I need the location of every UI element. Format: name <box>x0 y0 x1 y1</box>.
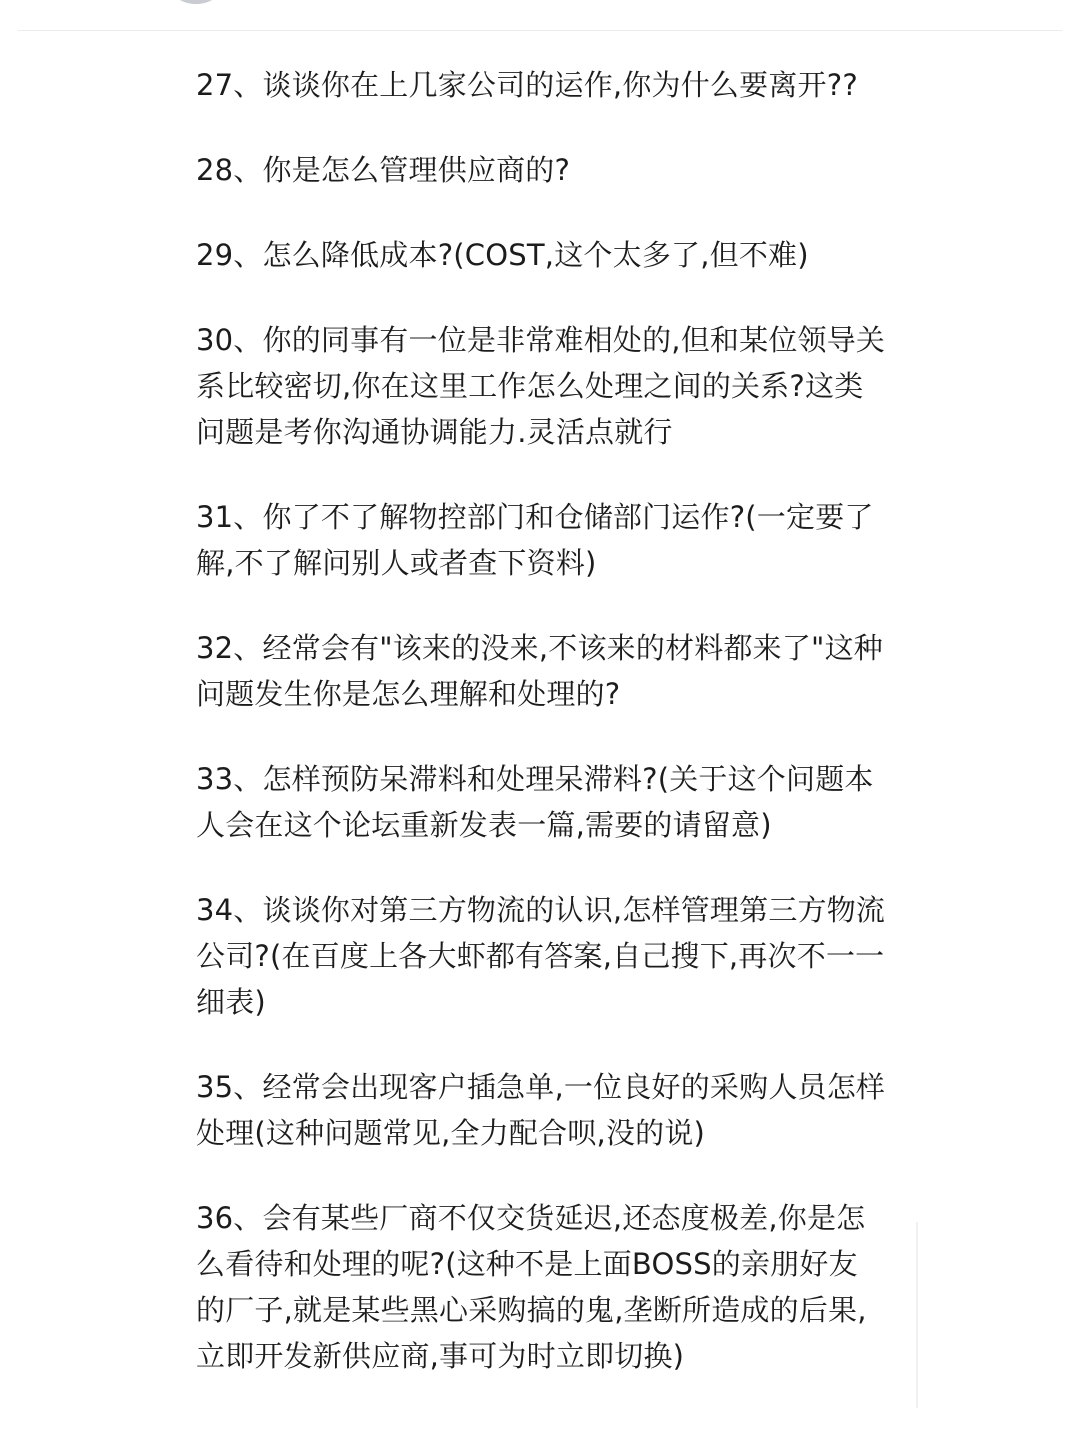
question-item: 35、经常会出现客户插急单,一位良好的采购人员怎样处理(这种问题常见,全力配合呗,没的说) <box>196 1070 886 1150</box>
question-list <box>196 62 886 1418</box>
question-item: 31、你了不了解物控部门和仓储部门运作?(一定要了解,不了解问别人或者查下资料) <box>196 500 874 580</box>
avatar[interactable] <box>168 0 224 4</box>
header-divider <box>18 30 1062 31</box>
question-item: 32、经常会有"该来的没来,不该来的材料都来了"这种问题发生你是怎么理解和处理的? <box>196 631 883 711</box>
question-item: 34、谈谈你对第三方物流的认识,怎样管理第三方物流公司?(在百度上各大虾都有答案,自己搜下,再次不一一细表) <box>196 893 886 1019</box>
question-item: 28、你是怎么管理供应商的? <box>196 153 571 187</box>
question-item: 33、怎样预防呆滞料和处理呆滞料?(关于这个问题本人会在这个论坛重新发表一篇,需要的请留意) <box>196 762 874 842</box>
scrollbar[interactable] <box>916 1222 918 1408</box>
question-item: 29、怎么降低成本?(COST,这个太多了,但不难) <box>196 238 809 272</box>
question-item: 27、谈谈你在上几家公司的运作,你为什么要离开?? <box>196 68 858 102</box>
question-item: 36、会有某些厂商不仅交货延迟,还态度极差,你是怎么看待和处理的呢?(这种不是上面BOSS的亲朋好友的厂子,就是某些黑心采购搞的鬼,垄断所造成的后果,立即开发新供应商,事可为时立即切换) <box>196 1201 867 1373</box>
question-item: 30、你的同事有一位是非常难相处的,但和某位领导关系比较密切,你在这里工作怎么处理之间的关系?这类问题是考你沟通协调能力.灵活点就行 <box>196 323 886 449</box>
